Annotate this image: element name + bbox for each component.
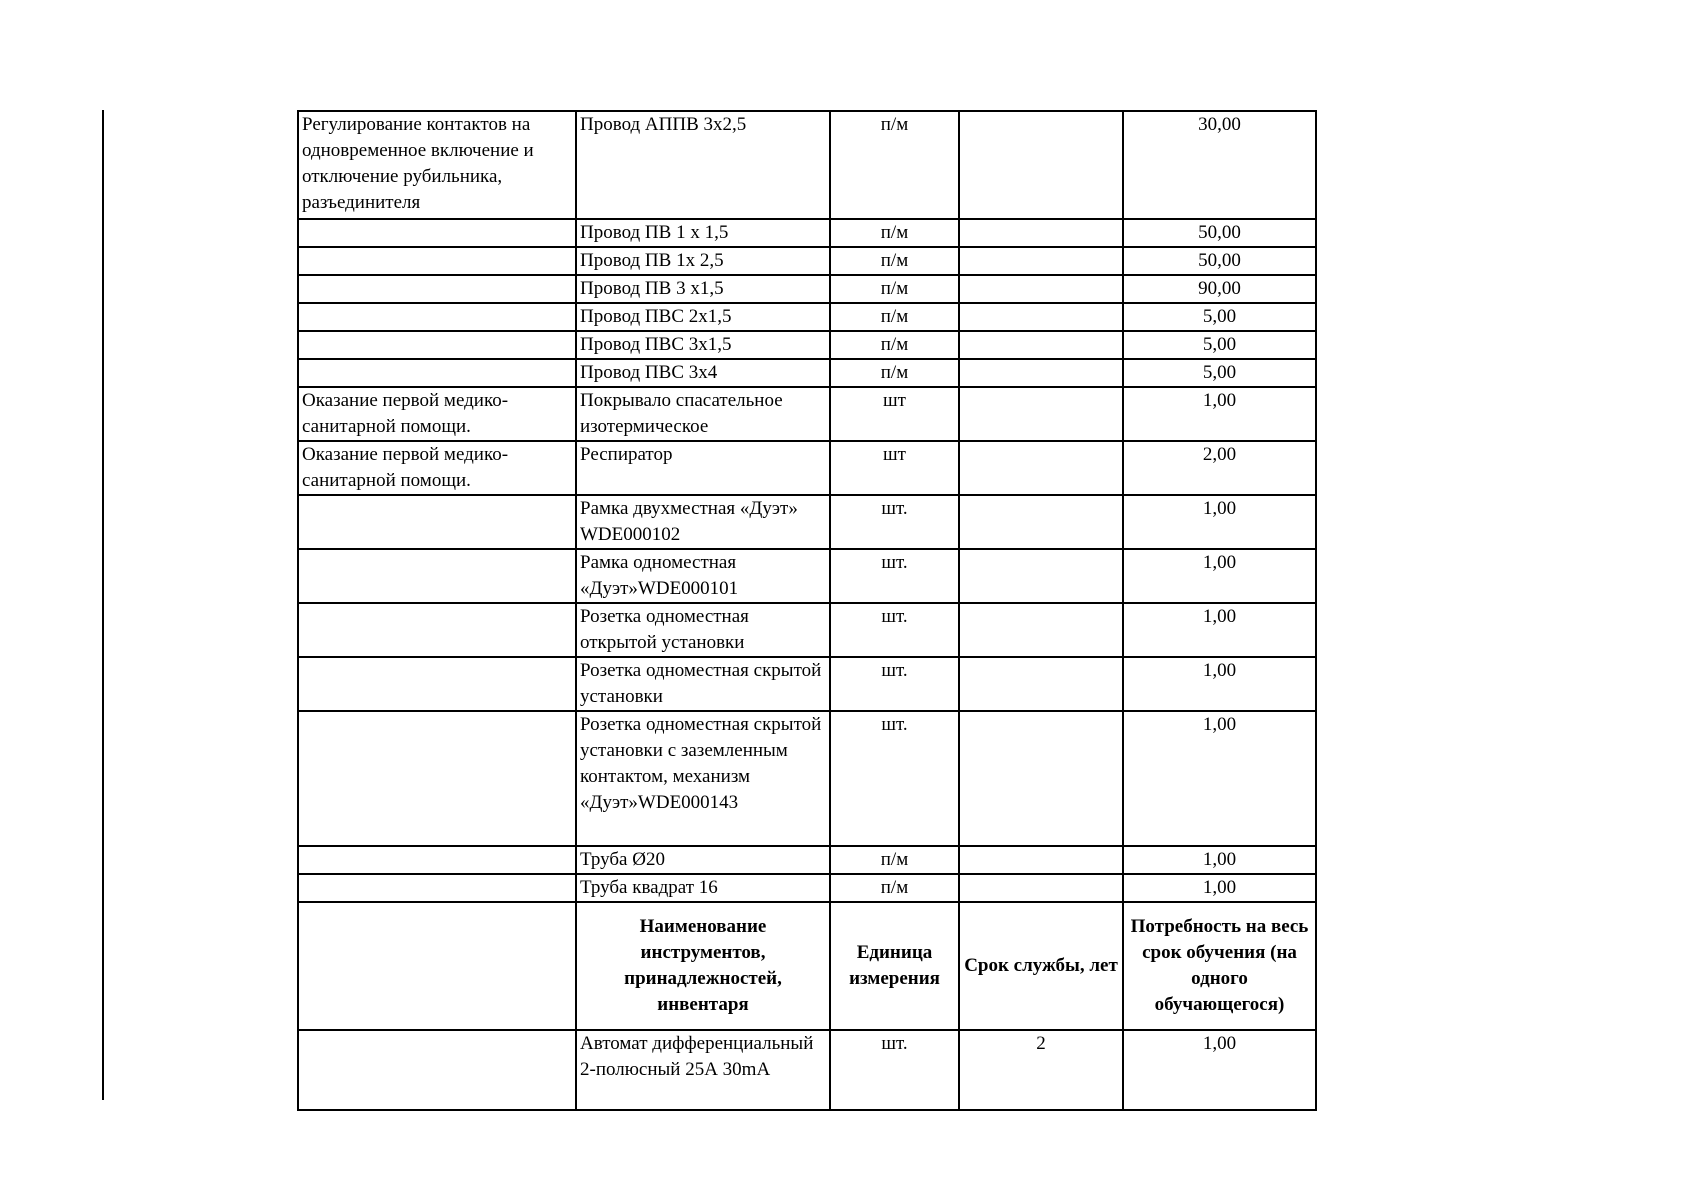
service-life-cell [959,711,1123,846]
item-name-cell: Розетка одноместная открытой установки [576,603,830,657]
topic-cell [298,846,576,874]
quantity-cell: 50,00 [1123,219,1316,247]
unit-cell: п/м [830,303,959,331]
unit-cell: п/м [830,359,959,387]
unit-cell: шт. [830,657,959,711]
unit-cell: п/м [830,275,959,303]
table-row [298,275,1316,303]
service-life-cell [959,359,1123,387]
unit-cell: шт [830,441,959,495]
topic-cell: Регулирование контактов на одновременное включение и отключение рубильника, разъединителя [298,111,576,219]
topic-cell [298,549,576,603]
materials-table-body [298,111,1316,1110]
item-name-cell: Труба Ø20 [576,846,830,874]
item-name-cell: Провод АППВ 3х2,5 [576,111,830,219]
quantity-cell: Потребность на весь срок обучения (на одного обучающегося) [1123,902,1316,1030]
topic-cell [298,331,576,359]
item-name-cell: Наименование инструментов, принадлежностей, инвентаря [576,902,830,1030]
unit-cell: п/м [830,331,959,359]
quantity-cell: 2,00 [1123,441,1316,495]
item-name-cell: Рамка одноместная «Дуэт»WDE000101 [576,549,830,603]
materials-table [297,110,1317,1111]
unit-cell: шт. [830,1030,959,1110]
quantity-cell: 1,00 [1123,711,1316,846]
unit-cell: шт. [830,711,959,846]
item-name-cell: Розетка одноместная скрытой установки [576,657,830,711]
table-row [298,387,1316,441]
item-name-cell: Провод ПВ 1х 2,5 [576,247,830,275]
unit-cell: п/м [830,111,959,219]
service-life-cell [959,387,1123,441]
quantity-cell: 1,00 [1123,549,1316,603]
quantity-cell: 30,00 [1123,111,1316,219]
quantity-cell: 5,00 [1123,303,1316,331]
item-name-cell: Респиратор [576,441,830,495]
topic-cell [298,275,576,303]
item-name-cell: Розетка одноместная скрытой установки с заземленным контактом, механизм «Дуэт»WDE000143 [576,711,830,846]
quantity-cell: 1,00 [1123,657,1316,711]
service-life-cell: Срок службы, лет [959,902,1123,1030]
unit-cell: Единица измерения [830,902,959,1030]
table-row [298,111,1316,219]
service-life-cell [959,495,1123,549]
table-row [298,219,1316,247]
unit-cell: п/м [830,247,959,275]
item-name-cell: Провод ПВ 3 х1,5 [576,275,830,303]
item-name-cell: Провод ПВС 3х4 [576,359,830,387]
topic-cell [298,303,576,331]
topic-cell [298,711,576,846]
service-life-cell [959,219,1123,247]
service-life-cell [959,111,1123,219]
table-row [298,331,1316,359]
topic-cell [298,1030,576,1110]
service-life-cell [959,441,1123,495]
topic-cell [298,657,576,711]
item-name-cell: Рамка двухместная «Дуэт» WDE000102 [576,495,830,549]
unit-cell: шт. [830,603,959,657]
table-row [298,247,1316,275]
quantity-cell: 1,00 [1123,387,1316,441]
topic-cell: Оказание первой медико-санитарной помощи. [298,441,576,495]
unit-cell: шт. [830,495,959,549]
unit-cell: п/м [830,874,959,902]
topic-cell [298,902,576,1030]
service-life-cell: 2 [959,1030,1123,1110]
table-row [298,711,1316,846]
item-name-cell: Провод ПВС 3х1,5 [576,331,830,359]
topic-cell [298,603,576,657]
unit-cell: п/м [830,219,959,247]
topic-cell [298,495,576,549]
table-row [298,846,1316,874]
unit-cell: п/м [830,846,959,874]
item-name-cell: Провод ПВС 2х1,5 [576,303,830,331]
quantity-cell: 90,00 [1123,275,1316,303]
topic-cell [298,219,576,247]
quantity-cell: 5,00 [1123,359,1316,387]
table-row [298,359,1316,387]
quantity-cell: 5,00 [1123,331,1316,359]
quantity-cell: 1,00 [1123,495,1316,549]
table-row [298,441,1316,495]
table-header-row [298,902,1316,1030]
service-life-cell [959,331,1123,359]
table-row [298,874,1316,902]
item-name-cell: Труба квадрат 16 [576,874,830,902]
service-life-cell [959,303,1123,331]
table-row [298,549,1316,603]
table-row [298,603,1316,657]
topic-cell [298,247,576,275]
unit-cell: шт [830,387,959,441]
service-life-cell [959,657,1123,711]
item-name-cell: Покрывало спасательное изотермическое [576,387,830,441]
topic-cell [298,874,576,902]
page-margin-line [102,110,104,1100]
table-row [298,303,1316,331]
table-row [298,1030,1316,1110]
quantity-cell: 1,00 [1123,603,1316,657]
quantity-cell: 50,00 [1123,247,1316,275]
service-life-cell [959,275,1123,303]
table-row [298,495,1316,549]
quantity-cell: 1,00 [1123,846,1316,874]
item-name-cell: Автомат дифференциальный 2-полюсный 25А 30mA [576,1030,830,1110]
service-life-cell [959,603,1123,657]
topic-cell [298,359,576,387]
item-name-cell: Провод ПВ 1 х 1,5 [576,219,830,247]
quantity-cell: 1,00 [1123,874,1316,902]
service-life-cell [959,247,1123,275]
service-life-cell [959,846,1123,874]
service-life-cell [959,549,1123,603]
service-life-cell [959,874,1123,902]
quantity-cell: 1,00 [1123,1030,1316,1110]
topic-cell: Оказание первой медико-санитарной помощи. [298,387,576,441]
unit-cell: шт. [830,549,959,603]
table-row [298,657,1316,711]
